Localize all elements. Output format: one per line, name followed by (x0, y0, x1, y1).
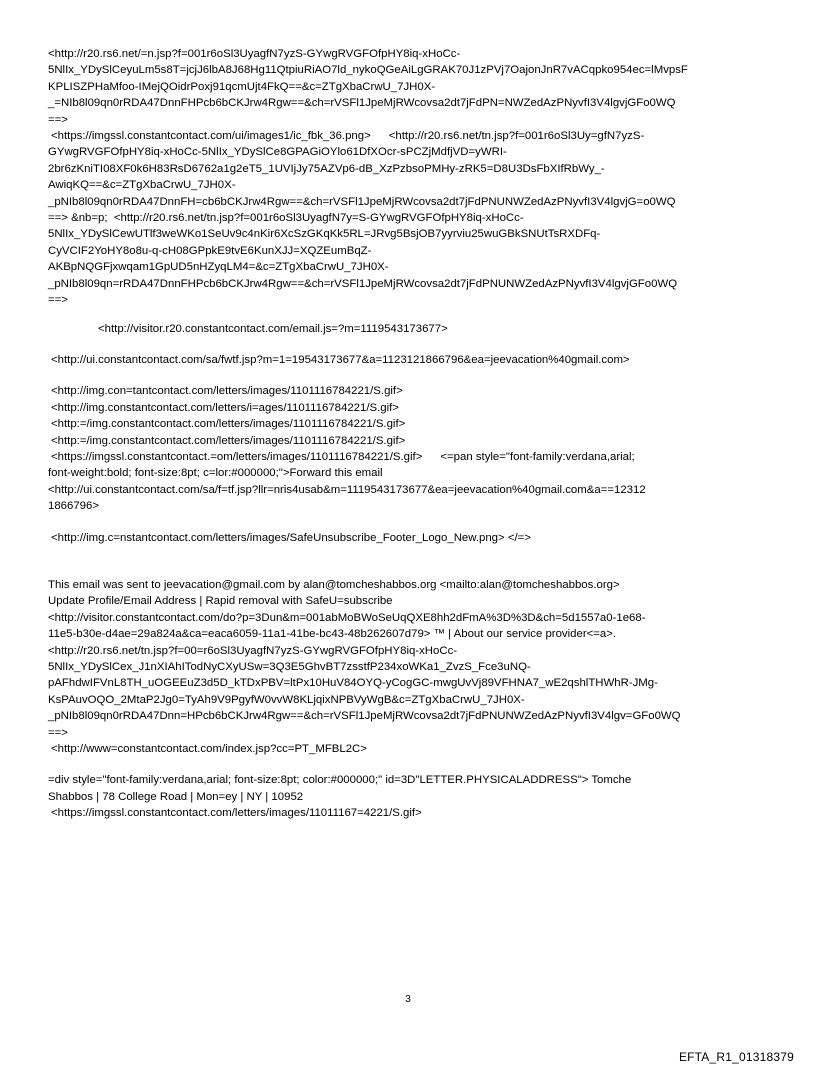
text-line: _pNIb8l09qn=rRDA47DnnFHPcb6bCKJrw4Rgw==&ch=rVSFl1JpeMjRWcovsa2dt7jFdPNUNWZedAzPNyvfI3V4lgvjGFo0WQ (48, 277, 678, 290)
page-number: 3 (405, 994, 411, 1005)
text-line: font-weight:bold; font-size:8pt; c=lor:#000000;">Forward this email (48, 467, 383, 480)
safeunsubscribe-logo-link: <http://img.c=nstantcontact.com/letters/images/SafeUnsubscribe_Footer_Logo_New.png> </=> (51, 531, 531, 544)
text-line: 1866796> (48, 500, 99, 513)
document-id: EFTA_R1_01318379 (678, 1050, 794, 1064)
footer-block (48, 577, 772, 757)
text-line: _pNIb8l09qn0rRDA47Dnn=HPcb6bCKJrw4Rgw==&ch=rVSFl1JpeMjRWcovsa2dt7jFdPNUNWZedAzPNyvfI3V4lgv=GFo0WQ (48, 710, 681, 723)
text-line: ==> (48, 113, 68, 126)
text-line: GYwgRVGFOfpHY8iq-xHoCc-5NlIx_YDySlCe8GPAGiOYlo61DfXOcr-sPCZjMdfjVD=yWRI- (48, 146, 507, 159)
text-line: 11e5-b30e-d4ae=29a824a&ca=eaca6059-11a1-41be-bc43-48b262607d79> ™ | About our service provider<=a>. (48, 628, 617, 641)
text-segment: <=pan style="font-family:verdana,arial; (440, 450, 635, 463)
text-line: 5NlIx_YDySlCeyuLm5s8T=jcjJ6lbA8J68Hg11QtpiuRiAO7ld_nykoQGeAiLgGRAK70J1zPVj7OajonJnR7vACqpko954ec=lMvpsF (48, 64, 688, 77)
text-line: 5NlIx_YDySlCewUTlf3weWKo1SeUv9c4nKir6XcSzGKqKk5RL=JRvg5BsjOB7yyrviu25wuGBkSNUtTsRXDFq- (48, 228, 601, 241)
text-segment: <https://imgssl.constantcontact.=om/letters/images/1101116784221/S.gif> (51, 450, 423, 463)
text-line: KsPAuvOQO_2MtaP2Jg0=TyAh9V9PgyfW0vvW8KLjqixNPBVyWgB&c=ZTgXbaCrwU_7JH0X- (48, 693, 525, 706)
tracking-link-block-1 (48, 46, 772, 128)
text-line: Update Profile/Email Address | Rapid removal with SafeU=subscribe (48, 595, 393, 608)
text-line: <http://r20.rs6.net/tn.jsp?f=00=r6oSl3UyagfN7yzS-GYwgRVGFOfpHY8iq-xHoCc- (48, 644, 458, 657)
text-line: This email was sent to jeevacation@gmail.com by alan@tomcheshabbos.org <mailto:alan@tomcheshabbos.org> (48, 578, 620, 591)
visitor-script-link: <http://visitor.r20.constantcontact.com/email.js=?m=1119543173677> (98, 322, 448, 335)
text-line: <http:=/img.constantcontact.com/letters/images/1101116784221/S.gif> (51, 418, 406, 431)
text-line: KPLISZPHaMfoo-IMejQOidrPoxj91qcmUjt4FkQ==&c=ZTgXbaCrwU_7JH0X- (48, 80, 436, 93)
text-line: =div style="font-family:verdana,arial; font-size:8pt; color:#000000;" id=3D"LETTER.PHYSICALADDRESS"> Tomche (48, 774, 632, 787)
tracking-link-block-2 (48, 128, 772, 308)
facebook-icon-link: <https://imgssl.constantcontact.com/ui/images1/ic_fbk_36.png> (51, 130, 371, 143)
text-segment: <http://r20.rs6.net/tn.jsp?f=001r6oSl3UyagfN7y=S-GYwgRVGFOfpHY8iq-xHoCc- (113, 212, 524, 225)
email-body (48, 46, 772, 822)
text-line: _=NIb8l09qn0rRDA47DnnFHPcb6bCKJrw4Rgw==&ch=rVSFl1JpeMjRWcovsa2dt7jFdPN=NWZedAzPNyvfI3V4lgvjGFo0WQ (48, 97, 676, 110)
text-line: <http://img.constantcontact.com/letters/i=ages/1101116784221/S.gif> (51, 401, 399, 414)
fwtf-link: <http://ui.constantcontact.com/sa/fwtf.jsp?m=1=19543173677&a=1123121866796&ea=jeevacation%40gmail.com> (51, 353, 630, 366)
text-line: Shabbos | 78 College Road | Mon=ey | NY | 10952 (48, 790, 304, 803)
text-line: CyVCIF2YoHY8o8u-q-cH08GPpkE9tvE6KunXJJ=XQZEumBqZ- (48, 244, 372, 257)
text-line: 5NlIx_YDySlCex_J1nXIAhITodNyCXyUSw=3Q3E5GhvBT7zsstfP234xoWKa1_ZvzS_Fce3uNQ- (48, 661, 531, 673)
text-line: AwiqKQ==&c=ZTgXbaCrwU_7JH0X- (48, 179, 236, 192)
text-line: <http:=/img.constantcontact.com/letters/images/1101116784221/S.gif> (51, 434, 406, 447)
constant-contact-home-link: <http://www=constantcontact.com/index.jsp?cc=PT_MFBL2C> (51, 743, 367, 756)
text-line (48, 128, 772, 144)
text-line: <http://ui.constantcontact.com/sa/f=tf.jsp?llr=nris4usab&m=1119543173677&ea=jeevacation%40gmail.com&a==12312 (48, 483, 646, 496)
text-line: pAFhdwIFVnL8TH_uOGEEuZ3d5D_kTDxPBV=ltPx10HuV84OYQ-yCogGC-mwgUvVj89VFHNA7_wE2qshlTHWhR-JMg- (48, 677, 658, 690)
text-line: AKBpNQGFjxwqam1GpUD5nHZyqLM4=&c=ZTgXbaCrwU_7JH0X- (48, 261, 389, 274)
text-segment: ==> &nb=p; (48, 212, 108, 225)
text-line: ==> (48, 726, 68, 739)
text-segment: <http://r20.rs6.net/tn.jsp?f=001r6oSl3Uy=gfN7yzS- (388, 130, 645, 143)
text-line: _pNIb8l09qn0rRDA47DnnFH=cb6bCKJrw4Rgw==&ch=rVSFl1JpeMjRWcovsa2dt7jFdPNUNWZedAzPNyvfI3V4lgvjG=o0WQ (48, 195, 676, 208)
text-line: 2br6zKniTI08XF0k6H83RsD6762a1g2eT5_1UVIjJy75AZVp6-dB_XzPzbsoPMHy-zRK5=D8U3DsFbXIfRbWy_- (48, 162, 605, 175)
spacer-gif-links (48, 383, 772, 514)
text-line (48, 449, 772, 465)
text-line: <https://imgssl.constantcontact.com/letters/images/11011167=4221/S.gif> (51, 807, 422, 820)
text-line: <http://r20.rs6.net/=n.jsp?f=001r6oSl3UyagfN7yzS-GYwgRVGFOfpHY8iq-xHoCc- (48, 48, 461, 60)
physical-address-block (48, 772, 772, 821)
text-line (48, 210, 772, 226)
text-line: <http://img.con=tantcontact.com/letters/images/1101116784221/S.gif> (51, 385, 403, 398)
text-line: ==> (48, 294, 68, 307)
text-line: <http://visitor.constantcontact.com/do?p=3Dun&m=001abMoBWoSeUqQXE8hh2dFmA%3D%3D&ch=5d1557a0-1e68- (48, 611, 646, 624)
